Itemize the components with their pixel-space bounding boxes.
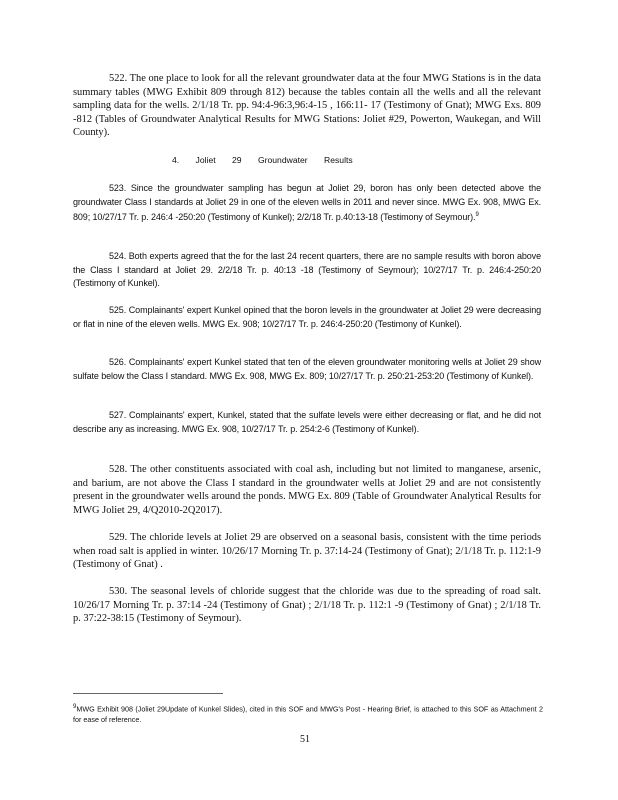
paragraph-text: 530. The seasonal levels of chloride suggest that the chloride was due to the spreading of road salt. 10/26/17 Morning Tr. p. 37:14 -24 (Testimony of Gnat) ; 2/1/18 Tr. p. 112:1 -9 (Testimony of Gnat) ; 2/1/18 Tr. p. 37:22-38:15 (Testimony of Seymour). [73, 586, 541, 625]
paragraph-528 [73, 463, 541, 517]
footnote-text: MWG Exhibit 908 (Joliet 29Update of Kunkel Slides), cited in this SOF and MWG's Post - Hearing Brief, is attached to this SOF as Attachment 2 for ease of reference. [73, 704, 543, 725]
paragraph-523 [73, 182, 541, 225]
paragraph-523-text: 523. Since the groundwater sampling has begun at Joliet 29, boron has only been detected above the groundwater Class I standards at Joliet 29 in one of the eleven wells in 2011 and never since. MWG Ex. 908, MWG Ex. 809; 10/27/17 Tr. p. 246:4 -250:20 (Testimony of Kunkel); 2/2/18 Tr. p.40:13-18 (Testimony of Seymour). [73, 183, 541, 223]
paragraph-text: 525. Complainants' expert Kunkel opined that the boron levels in the groundwater at Joliet 29 were decreasing or flat in nine of the eleven wells. MWG Ex. 908; 10/27/17 Tr. p. 246:4-250:20 (Testimony of Kunkel). [73, 305, 541, 329]
paragraph-text: 526. Complainants' expert Kunkel stated that ten of the eleven groundwater monitoring wells at Joliet 29 show sulfate below the Class I standard. MWG Ex. 908, MWG Ex. 809; 10/27/17 Tr. p. 250:21-253:20 (Testimony of Kunkel). [73, 357, 541, 381]
section-heading: 4. Joliet 29 Groundwater Results [172, 155, 353, 165]
paragraph-529 [73, 531, 541, 572]
page-number: 51 [300, 734, 310, 745]
paragraph-527 [73, 409, 541, 436]
paragraph-530 [73, 585, 541, 626]
paragraph-text: 529. The chloride levels at Joliet 29 are observed on a seasonal basis, consistent with the time periods when road salt is applied in winter. 10/26/17 Morning Tr. p. 37:14-24 (Testimony of Gnat); 2/1/18 Tr. p. 112:1-9 (Testimony of Gnat) . [73, 532, 541, 571]
paragraph-text: 527. Complainants' expert, Kunkel, stated that the sulfate levels were either decreasing or flat, and he did not describe any as increasing. MWG Ex. 908, 10/27/17 Tr. p. 254:2-6 (Testimony of Kunkel). [73, 410, 541, 434]
paragraph-525 [73, 304, 541, 331]
paragraph-text: 522. The one place to look for all the relevant groundwater data at the four MWG Stations is in the data summary tables (MWG Exhibit 809 through 812) because the tables contain all the wells and all the relevant sampling data for the wells. 2/1/18 Tr. pp. 94:4-96:3,96:4-15 , 166:11- 17 (Testimony of Gnat); MWG Exs. 809 -812 (Tables of Groundwater Analytical Results for MWG Stations: Joliet #29, Powerton, Waukegan, and Will County). [73, 73, 541, 139]
footnote-divider [73, 693, 223, 694]
paragraph-text [73, 182, 541, 225]
footnote [73, 702, 543, 725]
paragraph-522 [73, 72, 541, 140]
footnote-mark: 9 [73, 704, 77, 710]
paragraph-text: 524. Both experts agreed that the for the last 24 recent quarters, there are no sample results with boron above the Class I standard at Joliet 29. 2/2/18 Tr. p. 40:13 -18 (Testimony of Seymour); 10/27/17 Tr. p. 246:4-250:20 (Testimony of Kunkel). [73, 251, 541, 289]
footnote-reference: 9 [475, 212, 479, 219]
paragraph-text: 528. The other constituents associated with coal ash, including but not limited to manganese, arsenic, and barium, are not above the Class I standard in the groundwater wells at Joliet 29 and are not consistently present in the groundwater wells around the ponds. MWG Ex. 809 (Table of Groundwater Analytical Results for MWG Joliet 29, 4/Q2010-2Q2017). [73, 464, 541, 516]
paragraph-524 [73, 250, 541, 291]
paragraph-526 [73, 356, 541, 383]
